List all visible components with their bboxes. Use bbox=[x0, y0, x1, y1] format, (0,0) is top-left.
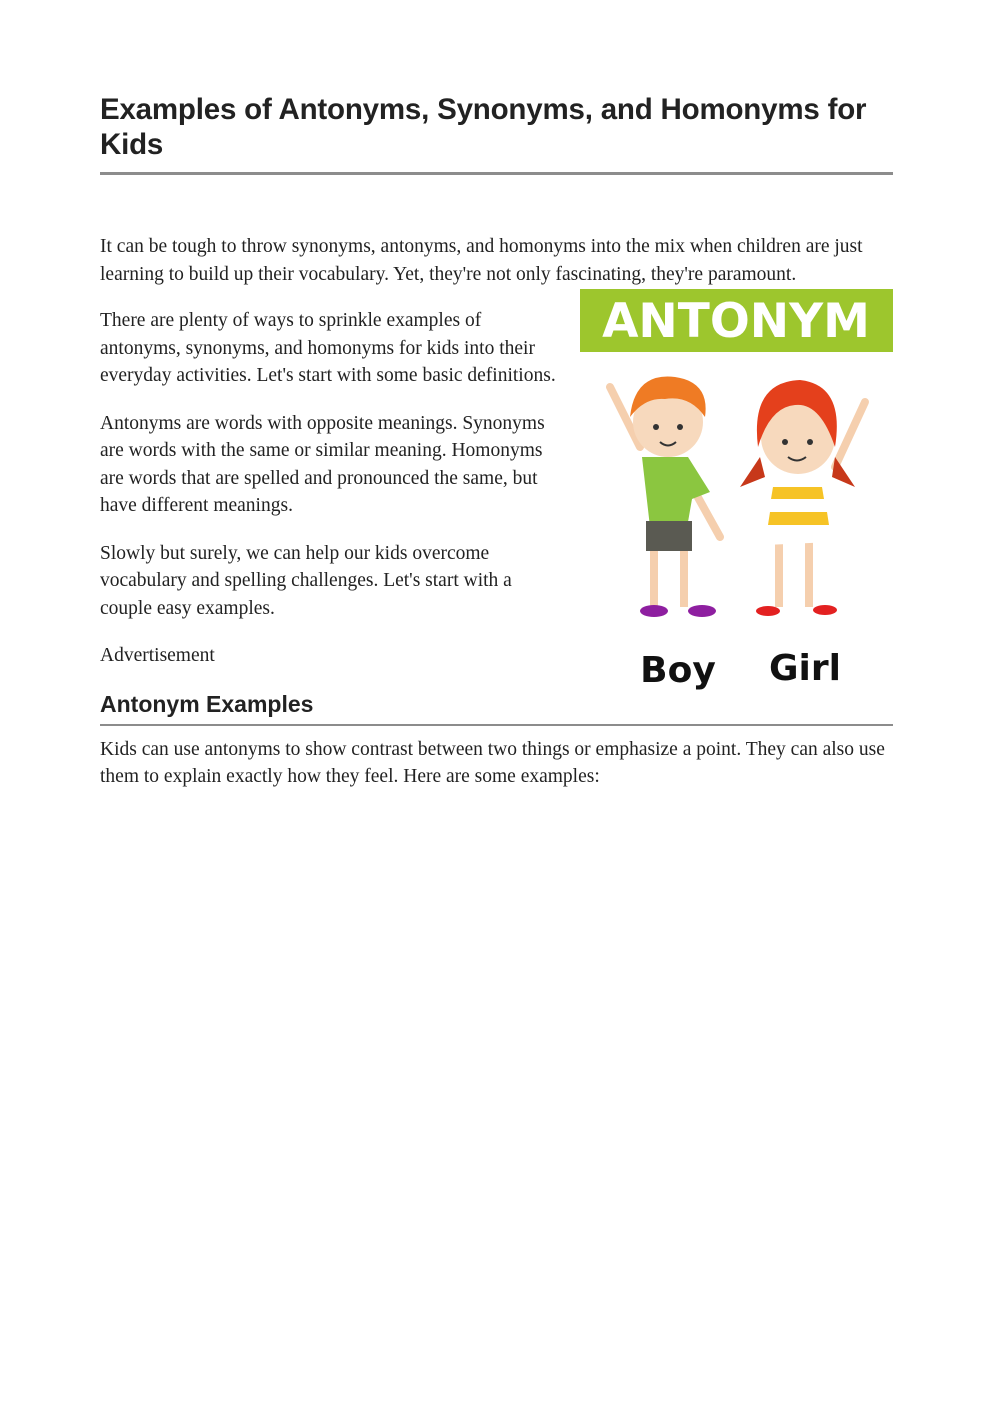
paragraph: Slowly but surely, we can help our kids overcome vocabulary and spelling challenges. Let's start with a couple easy examples. bbox=[100, 542, 512, 619]
girl-label: Girl bbox=[769, 648, 841, 689]
paragraph: There are plenty of ways to sprinkle examples of antonyms, synonyms, and homonyms for kids into their everyday activities. Let's start with some basic definitions. bbox=[100, 310, 556, 386]
boy-label: Boy bbox=[640, 650, 716, 691]
section-paragraph: Kids can use antonyms to show contrast between two things or emphasize a point. They can also use them to explain exactly how they feel. Here are some examples: bbox=[100, 738, 885, 787]
antonym-illustration bbox=[580, 277, 894, 707]
section-heading: Antonym Examples bbox=[100, 690, 314, 717]
advertisement-label: Advertisement bbox=[100, 645, 215, 666]
intro-paragraph: It can be tough to throw synonyms, antonyms, and homonyms into the mix when children are just learning to build up their vocabulary. Yet, they're not only fascinating, they're paramount. bbox=[100, 236, 863, 285]
page-title: Examples of Antonyms, Synonyms, and Homonyms for Kids bbox=[100, 93, 867, 161]
paragraph: Antonyms are words with opposite meanings. Synonyms are words with the same or similar meaning. Homonyms are words that are spelled and pronounced the same, but have different meanings. bbox=[100, 412, 545, 516]
section-divider bbox=[100, 724, 893, 726]
article bbox=[100, 92, 893, 791]
title-divider bbox=[100, 172, 893, 175]
girl-icon bbox=[740, 380, 865, 616]
banner-text: ANTONYM bbox=[602, 294, 870, 349]
boy-icon bbox=[610, 377, 720, 618]
